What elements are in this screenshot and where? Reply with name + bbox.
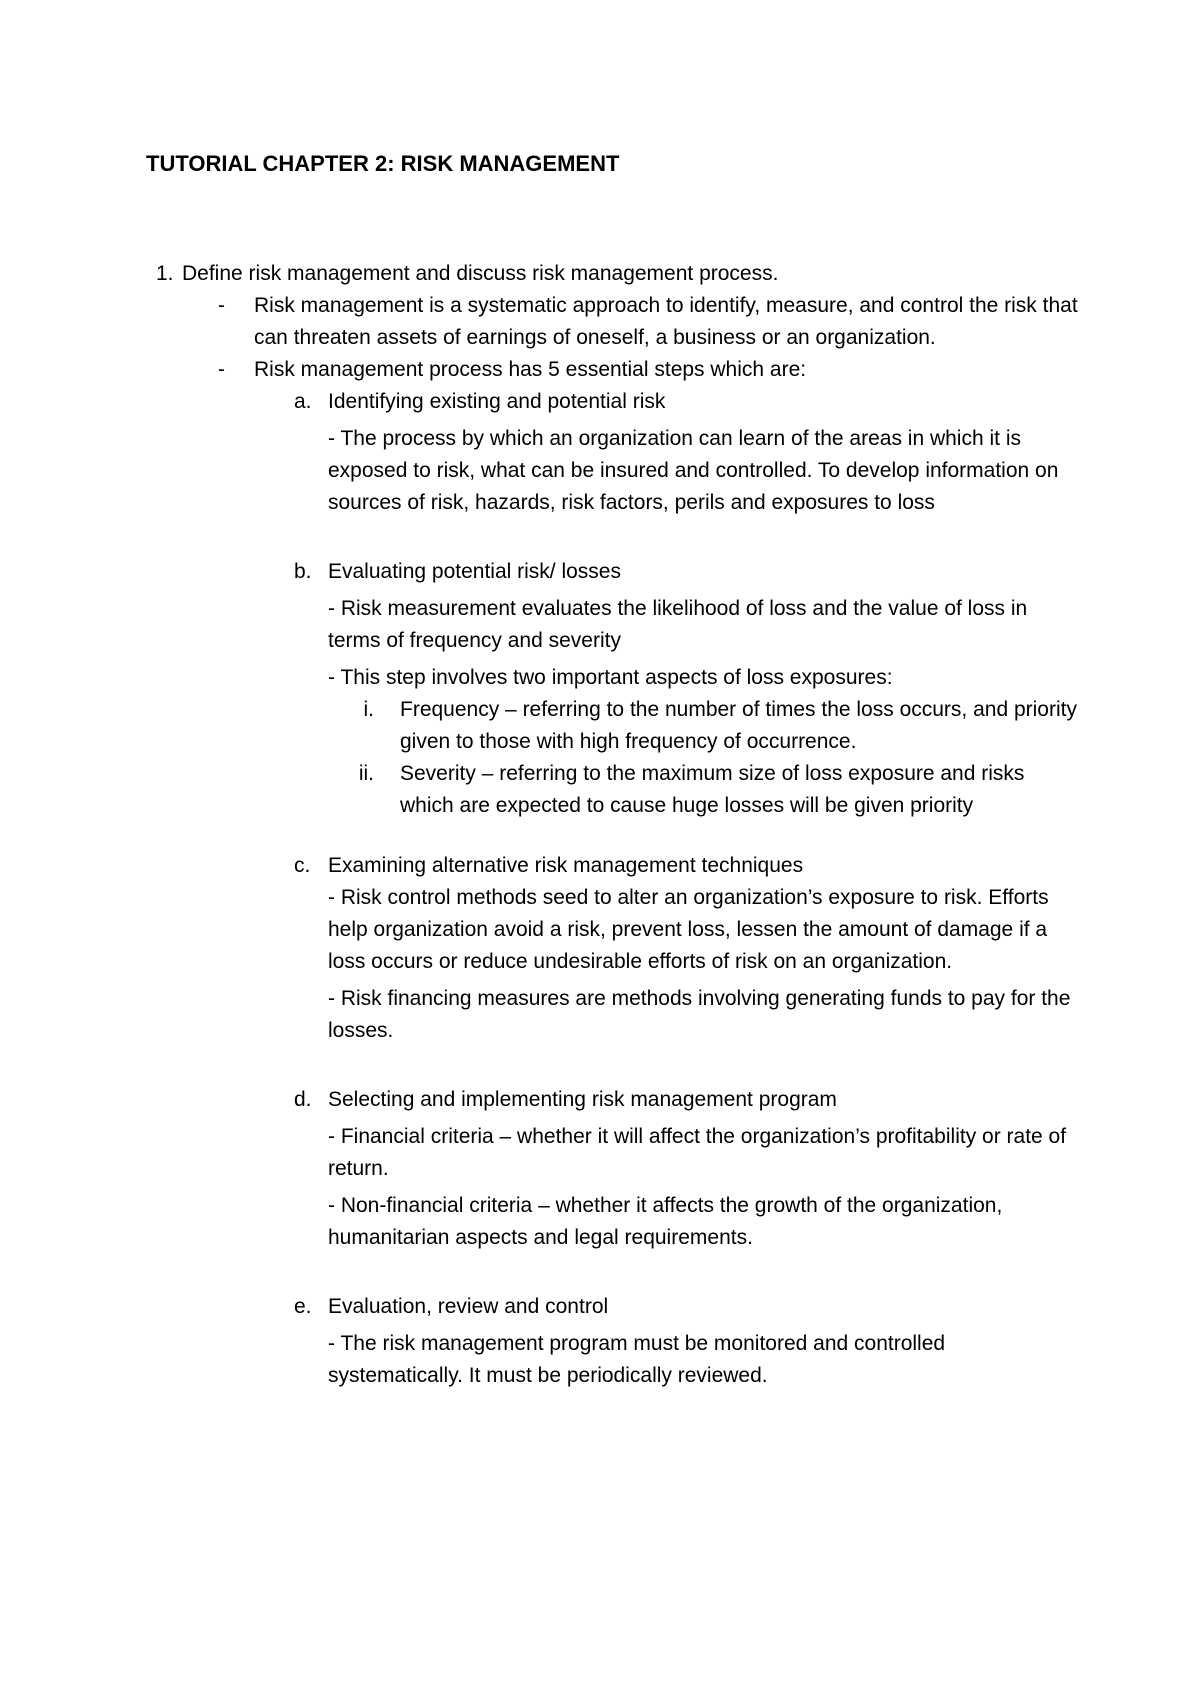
step-letter: a. (294, 390, 312, 413)
bullet-dash: - (218, 358, 225, 381)
step-heading-text: Examining alternative risk management techniques (328, 854, 804, 877)
step-heading (182, 850, 1082, 882)
step-heading (182, 556, 1082, 588)
step-letter: d. (294, 1088, 312, 1111)
step-b (182, 556, 1082, 822)
step-heading (182, 1084, 1082, 1116)
sub-item-text: Severity – referring to the maximum size of loss exposure and risks which are expected to cause huge losses will be given priority (400, 762, 1025, 817)
question-1 (156, 258, 1082, 1392)
step-heading-text: Selecting and implementing risk management program (328, 1088, 837, 1111)
step-heading-text: Evaluation, review and control (328, 1295, 609, 1318)
question-heading (156, 258, 1082, 290)
step-letter: b. (294, 560, 312, 583)
bullet-text: Risk management process has 5 essential steps which are: (254, 358, 807, 381)
step-d (182, 1084, 1082, 1254)
step-paragraph: - Risk financing measures are methods involving generating funds to pay for the losses. (328, 987, 1071, 1042)
step-e (182, 1291, 1082, 1392)
step-heading-text: Evaluating potential risk/ losses (328, 560, 621, 583)
step-paragraph: - The process by which an organization can learn of the areas in which it is exposed to risk, what can be insured and controlled. To develop information on sources of risk, hazards, risk factors, perils and exposures to loss (328, 427, 1059, 514)
page-title: TUTORIAL CHAPTER 2: RISK MANAGEMENT (146, 151, 620, 176)
bullet-text: Risk management is a systematic approach to identify, measure, and control the risk that can threaten assets of earnings of oneself, a business or an organization. (254, 294, 1078, 349)
step-letter: e. (294, 1295, 312, 1318)
step-heading (182, 1291, 1082, 1323)
step-paragraph: - This step involves two important aspects of loss exposures: (328, 666, 893, 689)
step-paragraph: - Non-financial criteria – whether it affects the growth of the organization, humanitarian aspects and legal requirements. (328, 1194, 1003, 1249)
step-paragraph: - Financial criteria – whether it will affect the organization’s profitability or rate of return. (328, 1125, 1067, 1180)
sub-item (182, 758, 1082, 822)
bullet-dash: - (218, 294, 225, 317)
step-heading (182, 386, 1082, 418)
question-number: 1. (156, 262, 174, 285)
step-letter: c. (294, 854, 311, 877)
sub-item-marker: ii. (358, 762, 374, 785)
step-paragraph: - The risk management program must be monitored and controlled systematically. It must be periodically reviewed. (328, 1332, 946, 1387)
step-a (182, 386, 1082, 519)
step-paragraph: - Risk control methods seed to alter an organization’s exposure to risk. Efforts help organization avoid a risk, prevent loss, lessen the amount of damage if a loss occurs or reduce undesirable efforts of risk on an organization. (328, 886, 1049, 973)
sub-item-marker: i. (363, 698, 374, 721)
step-paragraph: - Risk measurement evaluates the likelihood of loss and the value of loss in terms of frequency and severity (328, 597, 1028, 652)
step-heading-text: Identifying existing and potential risk (328, 390, 666, 413)
step-c (182, 850, 1082, 1047)
bullet-item (182, 354, 1082, 386)
sub-item-text: Frequency – referring to the number of times the loss occurs, and priority given to those with high frequency of occurrence. (400, 698, 1077, 753)
bullet-item (182, 290, 1082, 354)
sub-item (182, 694, 1082, 758)
question-text: Define risk management and discuss risk management process. (182, 262, 779, 285)
